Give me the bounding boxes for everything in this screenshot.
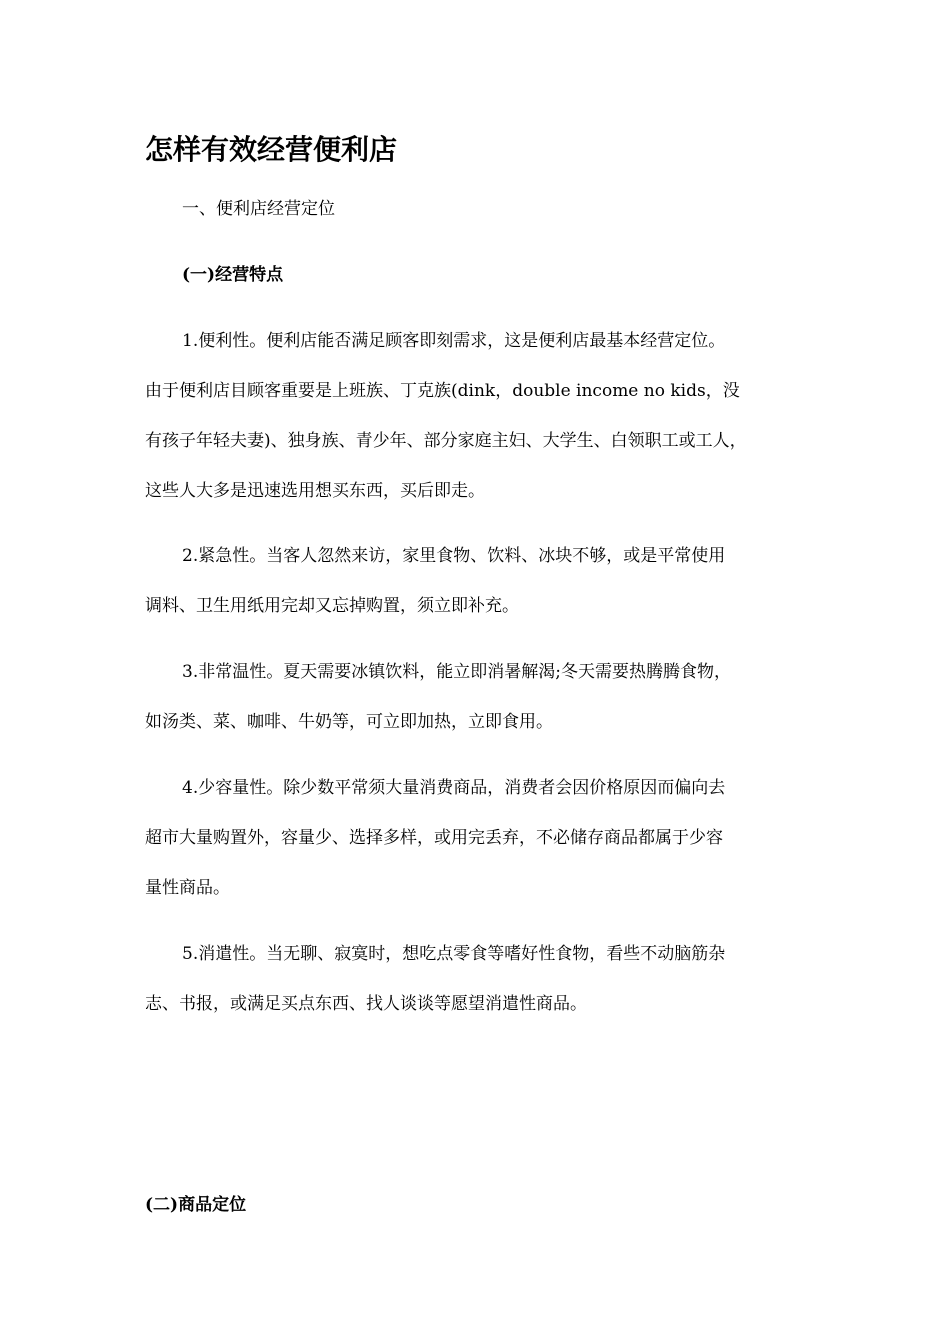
paragraph-line: 4.少容量性。除少数平常须大量消费商品，消费者会因价格原因而偏向去 (182, 778, 726, 798)
paragraph-line: 由于便利店目顾客重要是上班族、丁克族(dink，double income no kids，没 (145, 381, 740, 401)
paragraph-line: 这些人大多是迅速选用想买东西，买后即走。 (145, 481, 485, 501)
section-heading: 一、便利店经营定位 (182, 199, 335, 219)
subsection-heading: (二)商品定位 (145, 1195, 247, 1215)
document-title: 怎样有效经营便利店 (145, 133, 398, 166)
paragraph-line: 超市大量购置外，容量少、选择多样，或用完丢弃，不必储存商品都属于少容 (145, 828, 723, 848)
paragraph-line: 志、书报，或满足买点东西、找人谈谈等愿望消遣性商品。 (145, 994, 587, 1014)
paragraph-line: 5.消遣性。当无聊、寂寞时，想吃点零食等嗜好性食物，看些不动脑筋杂 (182, 944, 726, 964)
paragraph-line: 如汤类、菜、咖啡、牛奶等，可立即加热，立即食用。 (145, 712, 553, 732)
paragraph-line: 调料、卫生用纸用完却又忘掉购置，须立即补充。 (145, 596, 519, 616)
paragraph-line: 3.非常温性。夏天需要冰镇饮料，能立即消暑解渴;冬天需要热腾腾食物， (182, 662, 731, 682)
subsection-heading: (一)经营特点 (182, 265, 284, 285)
paragraph-line: 2.紧急性。当客人忽然来访，家里食物、饮料、冰块不够，或是平常使用 (182, 546, 726, 566)
paragraph-line: 1.便利性。便利店能否满足顾客即刻需求，这是便利店最基本经营定位。 (182, 331, 726, 351)
paragraph-line: 量性商品。 (145, 878, 230, 898)
paragraph-line: 有孩子年轻夫妻)、独身族、青少年、部分家庭主妇、大学生、白领职工或工人， (145, 431, 747, 451)
